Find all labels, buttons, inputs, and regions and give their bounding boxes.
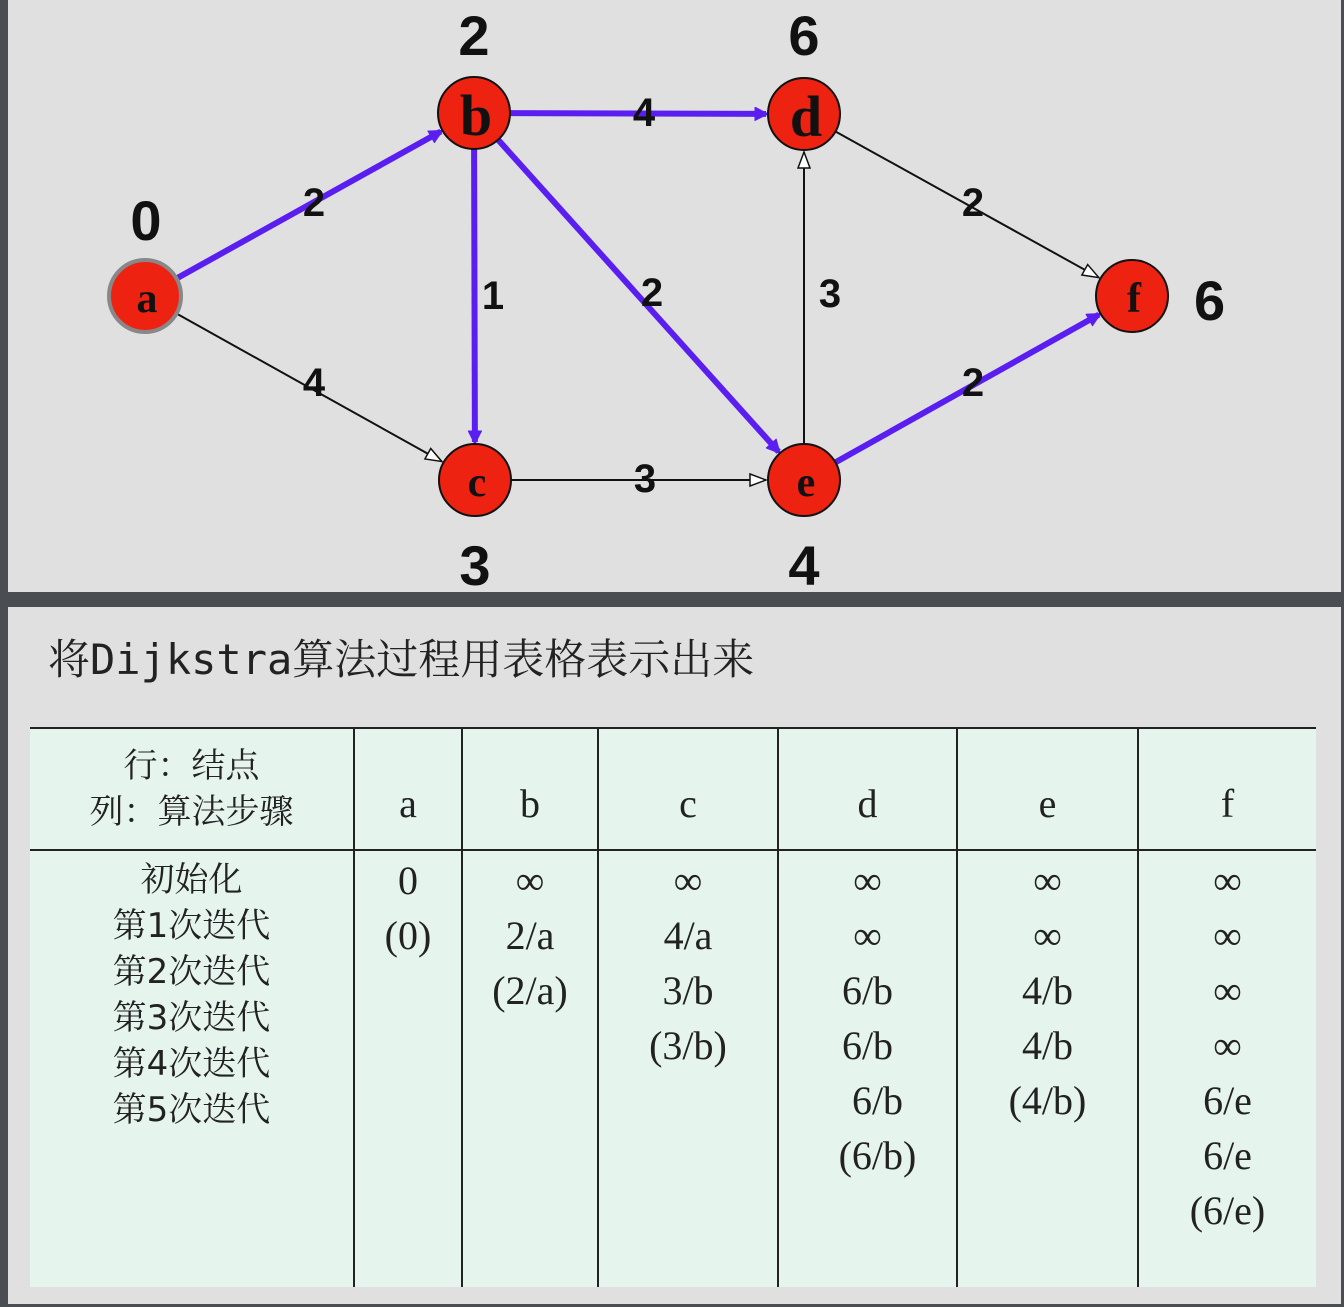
cell-value: 6/e: [1203, 1133, 1252, 1178]
edge-weight-b-e: 2: [640, 271, 664, 315]
edge-weight-a-c: 4: [302, 361, 326, 405]
cell-value: 4/b: [1021, 1023, 1074, 1068]
column-header-label: d: [857, 780, 878, 826]
step-label: 第2次迭代: [112, 952, 271, 992]
cell-value: (4/b): [1008, 1078, 1087, 1123]
node-label-e: e: [796, 460, 816, 506]
step-label: 第1次迭代: [112, 906, 271, 946]
edge-b-e: [498, 140, 779, 452]
column-header-label: a: [399, 780, 417, 826]
graph-panel: [8, 0, 1341, 592]
edge-weight-e-f: 2: [961, 361, 985, 405]
column-header-b: [462, 728, 598, 850]
node-distance-e: 4: [788, 534, 820, 592]
cell-value: 3/b: [662, 968, 714, 1013]
values-column-c: [598, 850, 778, 1287]
node-label-c: c: [467, 460, 487, 506]
node-distance-d: 6: [788, 4, 820, 67]
cell-value: (0): [384, 913, 432, 958]
values-column-f: [1138, 850, 1316, 1287]
cell-value: ∞: [515, 858, 545, 903]
dijkstra-table: [30, 727, 1316, 1287]
cell-value: ∞: [673, 858, 703, 903]
cell-value: ∞: [853, 913, 882, 958]
column-header-label: f: [1220, 780, 1235, 826]
node-label-f: f: [1127, 276, 1141, 322]
node-label-a: a: [136, 276, 158, 322]
cell-value: 0: [398, 858, 418, 903]
corner-header: [30, 728, 354, 850]
column-header-label: c: [679, 780, 697, 826]
dijkstra-graph: [8, 0, 1341, 592]
corner-row-label: 行：结点: [123, 746, 260, 786]
edge-weight-c-e: 3: [633, 457, 657, 501]
cell-value: ∞: [1213, 858, 1242, 903]
step-label: 初始化: [140, 860, 243, 900]
values-column-d: [778, 850, 957, 1287]
column-header-e: [957, 728, 1138, 850]
values-column-b: [462, 850, 598, 1287]
cell-value: ∞: [853, 858, 882, 903]
steps-column: [30, 850, 354, 1287]
column-header-a: [354, 728, 462, 850]
cell-value: ∞: [1033, 913, 1062, 958]
cell-value: 4/a: [663, 913, 713, 958]
node-label-b: b: [459, 83, 493, 148]
column-header-label: e: [1038, 780, 1057, 826]
cell-value: (3/b): [649, 1023, 727, 1068]
table-panel: [8, 607, 1341, 1304]
corner-column-label: 列：算法步骤: [89, 792, 294, 832]
cell-value: ∞: [1213, 913, 1242, 958]
edge-weight-a-b: 2: [302, 181, 326, 225]
cell-value: 6/b: [841, 968, 894, 1013]
values-column-e: [957, 850, 1138, 1287]
cell-value: ∞: [1213, 968, 1242, 1013]
column-header-f: [1138, 728, 1316, 850]
column-header-c: [598, 728, 778, 850]
cell-value: ∞: [1213, 1023, 1242, 1068]
column-header-label: b: [520, 780, 540, 826]
cell-value: (6/b): [838, 1133, 917, 1178]
cell-value: (2/a): [492, 968, 568, 1013]
step-label: 第4次迭代: [112, 1044, 271, 1084]
slide-title: 将Dijkstra算法过程用表格表示出来: [48, 635, 755, 684]
node-label-d: d: [789, 84, 823, 149]
cell-value: 2/a: [505, 913, 555, 958]
edge-weight-d-f: 2: [961, 181, 985, 225]
cell-value: 4/b: [1021, 968, 1074, 1013]
table-body-row: [30, 850, 1316, 1287]
edge-weight-b-d: 4: [632, 91, 656, 135]
cell-value: 6/b: [851, 1078, 904, 1123]
node-distance-b: 2: [458, 4, 490, 67]
step-label: 第3次迭代: [112, 998, 271, 1038]
node-distance-a: 0: [130, 189, 162, 252]
edge-weight-b-c: 1: [481, 274, 505, 318]
cell-value: 6/e: [1203, 1078, 1252, 1123]
step-label: 第5次迭代: [112, 1090, 271, 1130]
node-distance-f: 6: [1194, 269, 1226, 332]
values-column-a: [354, 850, 462, 1287]
node-distance-c: 3: [459, 534, 491, 592]
column-header-d: [778, 728, 957, 850]
edge-weight-e-d: 3: [818, 272, 842, 316]
cell-value: (6/e): [1189, 1188, 1266, 1233]
cell-value: ∞: [1033, 858, 1062, 903]
edge-b-c: [474, 149, 475, 442]
cell-value: 6/b: [841, 1023, 894, 1068]
table-header-row: [30, 728, 1316, 850]
